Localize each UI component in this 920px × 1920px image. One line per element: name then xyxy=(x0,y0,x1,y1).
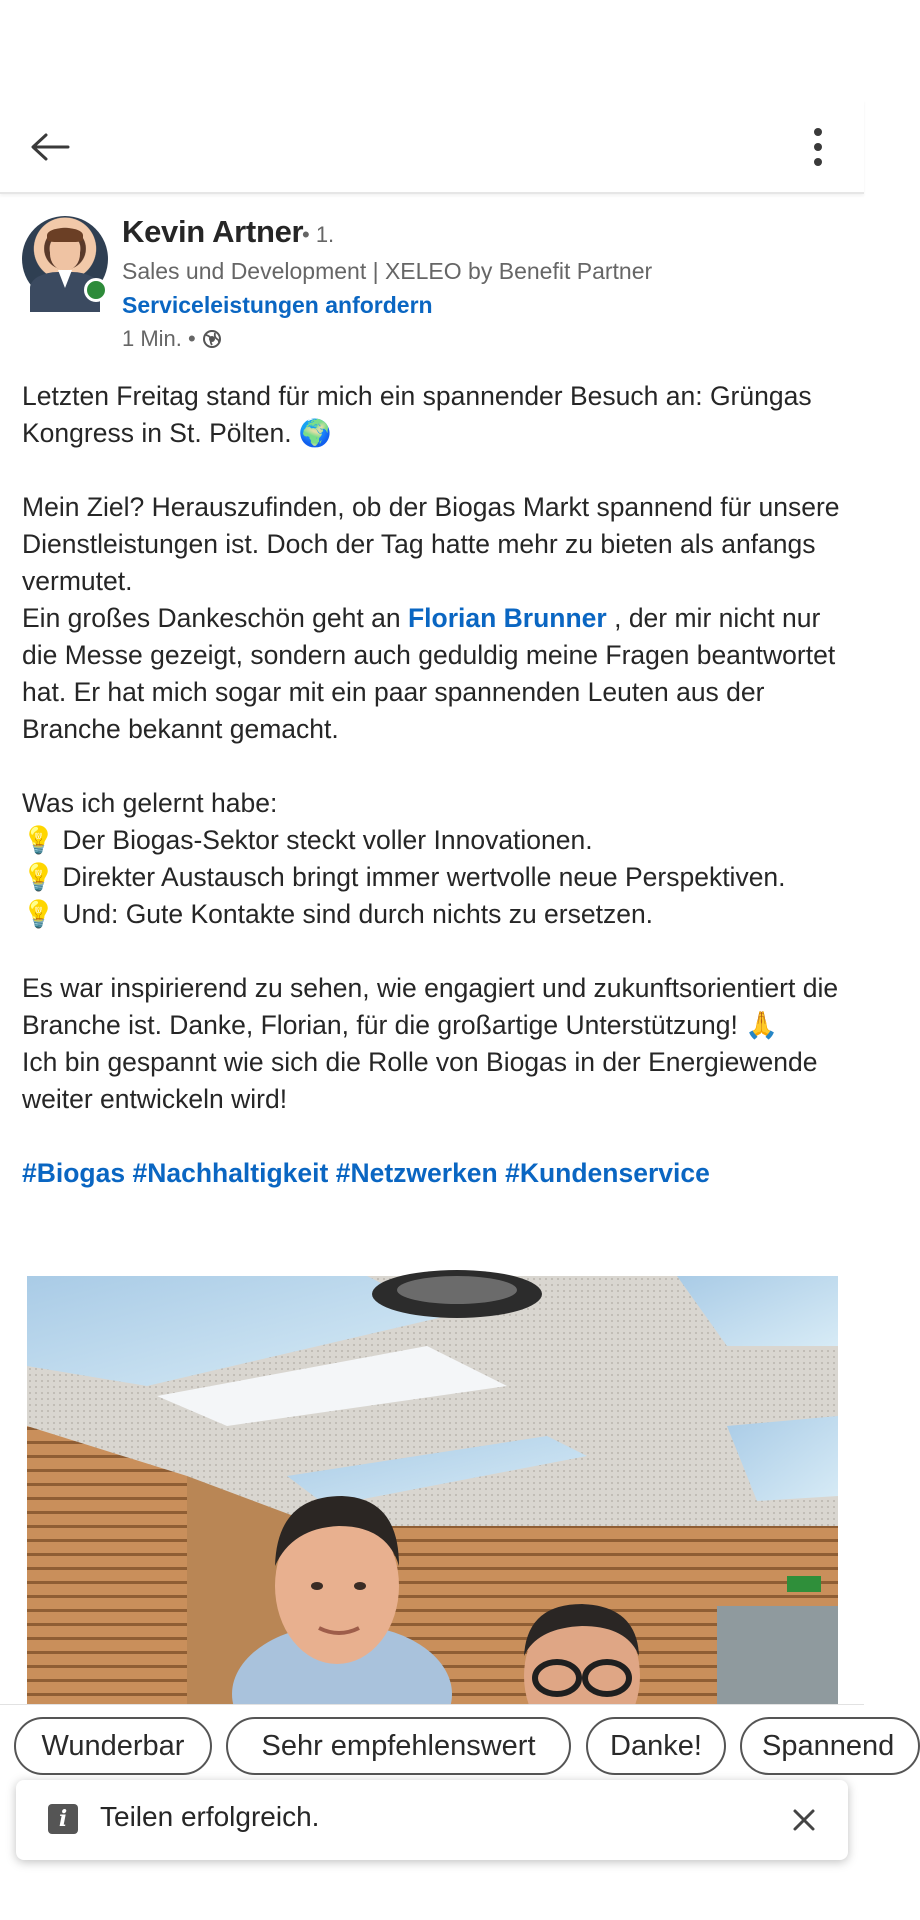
close-icon xyxy=(792,1808,816,1832)
globe-icon xyxy=(202,329,222,349)
toast-message: Teilen erfolgreich. xyxy=(100,1801,320,1832)
post-photo xyxy=(27,1276,838,1704)
reply-chip-danke[interactable]: Danke! xyxy=(586,1717,726,1775)
post-paragraph-4: Es war inspirierend zu sehen, wie engagiert und zukunftsorientiert die Branche ist. Danke, Florian, für die großartige Unterstützung! 🙏 xyxy=(22,973,839,1040)
paragraph-3-end: , der mir nicht nur die Messe gezeigt, sondern auch geduldig meine Fragen beantwortet hat. Er hat mich sogar mit ein paar spannenden Leuten aus der Branche bekannt gemacht. xyxy=(22,603,836,744)
paragraph-gap xyxy=(22,933,852,970)
reply-chip-wunderbar[interactable]: Wunderbar xyxy=(14,1717,212,1775)
post-text xyxy=(22,378,852,1192)
hashtag-nachhaltigkeit[interactable]: #Nachhaltigkeit xyxy=(132,1158,329,1188)
author-headline: Sales und Development | XELEO by Benefit Partner xyxy=(122,258,653,284)
learned-title: Was ich gelernt habe: xyxy=(22,788,278,818)
post-paragraph-2: Mein Ziel? Herauszufinden, ob der Biogas Markt spannend für unsere Dienstleistungen ist. Doch der Tag hatte mehr zu bieten als anfangs vermutet. xyxy=(22,492,840,596)
top-app-bar xyxy=(0,100,864,194)
post-paragraph-5: Ich bin gespannt wie sich die Rolle von Biogas in der Energiewende weiter entwickeln wird! xyxy=(22,1047,818,1114)
mention-florian-brunner[interactable]: Florian Brunner xyxy=(407,603,607,633)
connection-degree: • 1. xyxy=(302,222,335,247)
hashtag-netzwerken[interactable]: #Netzwerken xyxy=(335,1158,498,1188)
post-paragraph-3 xyxy=(22,600,852,748)
paragraph-gap xyxy=(22,748,852,785)
post-image[interactable] xyxy=(27,1276,838,1704)
info-icon: i xyxy=(48,1804,78,1834)
bullet-item: 💡 Und: Gute Kontakte sind durch nichts zu ersetzen. xyxy=(22,899,654,929)
more-vertical-icon xyxy=(813,127,823,167)
post-header xyxy=(0,214,864,364)
back-button[interactable] xyxy=(22,122,78,172)
hashtag-biogas[interactable]: #Biogas xyxy=(22,1158,126,1188)
arrow-left-icon xyxy=(30,132,70,162)
paragraph-3-start: Ein großes Dankeschön geht an xyxy=(22,603,408,633)
post-meta xyxy=(122,326,222,352)
post-paragraph-1: Letzten Freitag stand für mich ein spannender Besuch an: Grüngas Kongress in St. Pölten. 🌍 xyxy=(22,381,812,448)
author-name[interactable]: Kevin Artner xyxy=(122,214,304,249)
reply-chip-sehr-empfehlenswert[interactable]: Sehr empfehlenswert xyxy=(226,1717,571,1775)
request-services-link[interactable]: Serviceleistungen anfordern xyxy=(122,292,433,318)
hashtag-kundenservice[interactable]: #Kundenservice xyxy=(505,1158,710,1188)
avatar-hair xyxy=(47,228,83,242)
hashtag-list xyxy=(22,1155,852,1192)
status-bar xyxy=(0,0,864,100)
paragraph-gap xyxy=(22,1118,852,1155)
post-time: 1 Min. • xyxy=(122,326,196,351)
bullet-item: 💡 Direkter Austausch bringt immer wertvolle neue Perspektiven. xyxy=(22,862,786,892)
more-options-button[interactable] xyxy=(790,118,846,176)
toast-notification xyxy=(16,1780,848,1860)
online-status-dot xyxy=(84,278,108,302)
bullet-item: 💡 Der Biogas-Sektor steckt voller Innovationen. xyxy=(22,825,593,855)
paragraph-gap xyxy=(22,452,852,489)
toast-close-button[interactable] xyxy=(782,1798,826,1842)
reply-chip-spannend[interactable]: Spannend xyxy=(740,1717,920,1775)
